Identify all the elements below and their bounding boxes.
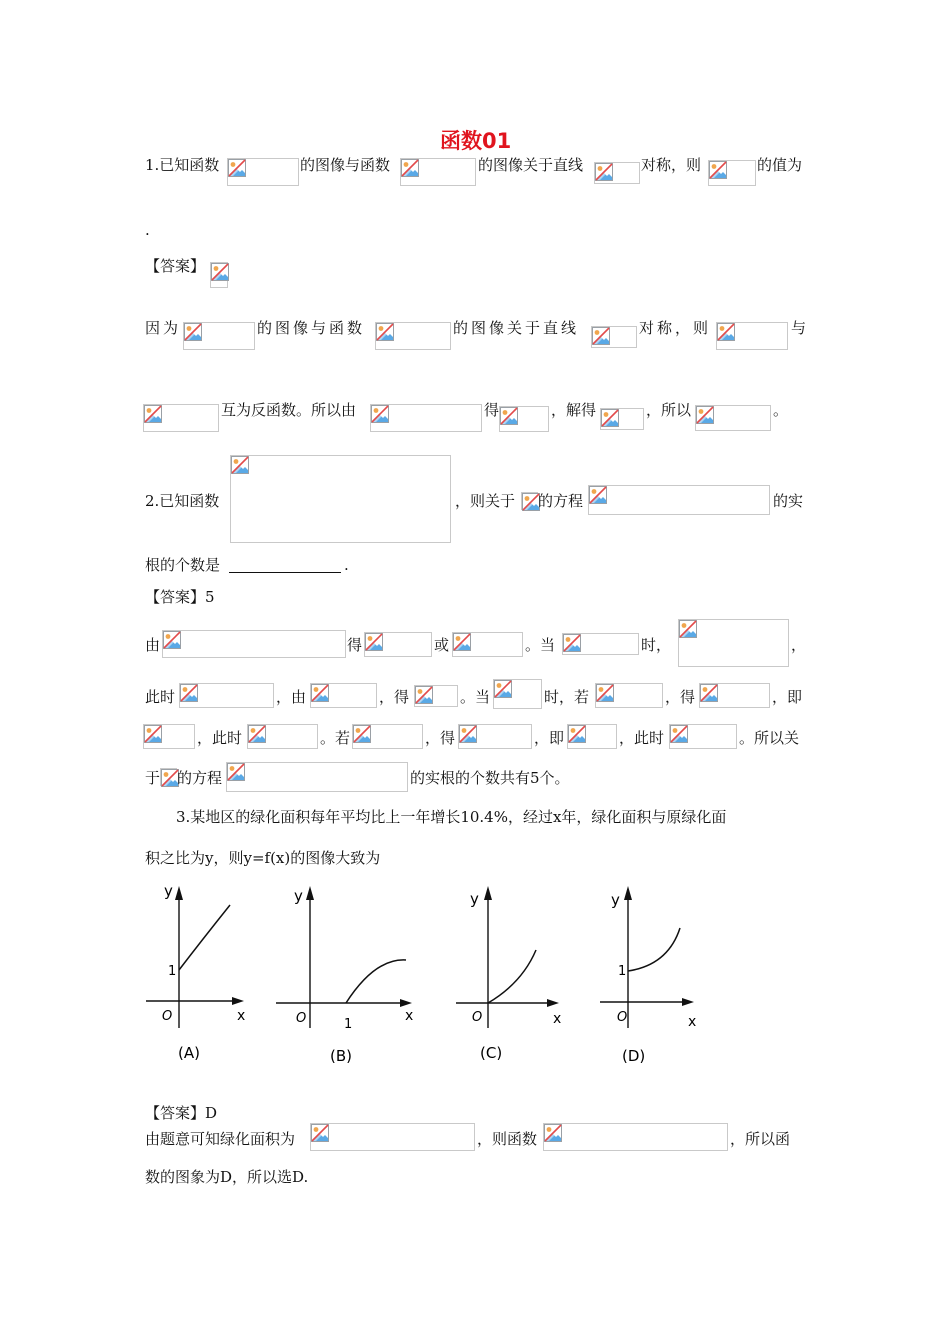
q3-text-1: 3.某地区的绿化面积每年平均比上一年增长10.4%，经过x年，绿化面积与原绿化面	[176, 808, 727, 826]
graph-caption: (A)	[178, 1044, 200, 1062]
formula-image	[699, 683, 770, 708]
broken-image-icon	[717, 323, 735, 341]
formula-image	[227, 158, 299, 186]
broken-image-icon	[353, 725, 371, 743]
q2-text-4: 的实	[773, 492, 804, 510]
formula-image	[695, 405, 771, 431]
formula-image	[600, 408, 644, 430]
broken-image-icon	[568, 725, 586, 743]
q2-a2: 得	[347, 636, 363, 654]
formula-image	[716, 322, 788, 350]
q1-r1-b: 的图像与函数	[257, 319, 366, 337]
formula-image	[162, 630, 346, 658]
tick-1: 1	[344, 1017, 353, 1032]
broken-image-icon	[365, 633, 383, 651]
formula-image	[594, 162, 640, 184]
x-label: x	[237, 1008, 246, 1024]
q3-f1: 数的图象为D，所以选D.	[145, 1168, 309, 1186]
x-axis-arrow	[682, 998, 694, 1006]
q2-a5: 时，	[641, 636, 672, 654]
broken-image-icon	[184, 323, 202, 341]
formula-image	[247, 724, 318, 749]
q1-dot: .	[145, 221, 150, 239]
broken-image-icon	[311, 684, 329, 702]
q1-r1-c: 的图像关于直线	[453, 319, 580, 337]
formula-image	[226, 762, 408, 792]
broken-image-icon	[500, 407, 518, 425]
broken-image-icon	[595, 163, 613, 181]
q2-b2: ，由	[276, 688, 307, 706]
q2-c6: 。所以关	[739, 729, 800, 747]
formula-image	[414, 685, 458, 707]
q1-r2-a: 互为反函数。所以由	[221, 401, 357, 419]
q1-r1-a: 因为	[145, 319, 182, 337]
formula-image	[310, 1123, 475, 1151]
q1-r2-c: ，解得	[551, 401, 597, 419]
formula-image	[183, 322, 255, 350]
formula-image	[160, 768, 177, 786]
curve-c	[488, 950, 536, 1003]
broken-image-icon	[311, 1124, 329, 1142]
q3-e3: ，所以函	[730, 1130, 791, 1148]
q1-r2-b: 得	[484, 401, 500, 419]
origin-label: O	[617, 1010, 628, 1025]
origin-label: O	[162, 1009, 173, 1024]
y-axis-arrow	[175, 886, 183, 900]
q2-text-3: 的方程	[538, 492, 584, 510]
q2-b4: 。当	[460, 688, 491, 706]
q3-answer-label: 【答案】D	[145, 1104, 218, 1122]
q2-a3: 或	[434, 636, 450, 654]
broken-image-icon	[144, 405, 162, 423]
formula-image	[400, 158, 476, 186]
q3-text-2: 积之比为y，则y=f(x)的图像大致为	[145, 849, 381, 867]
q2-c1: ，此时	[197, 729, 243, 747]
q2-c4: ，即	[534, 729, 565, 747]
formula-image	[364, 632, 432, 657]
q1-text-5: 的值为	[757, 156, 803, 174]
q2-text-1: 2.已知函数	[145, 492, 220, 510]
broken-image-icon	[670, 725, 688, 743]
graph-d	[590, 878, 710, 1072]
formula-image	[352, 724, 423, 749]
x-label: x	[405, 1008, 414, 1024]
broken-image-icon	[459, 725, 477, 743]
y-label: y	[611, 891, 620, 909]
q1-text-1: 1.已知函数	[145, 156, 220, 174]
x-axis-arrow	[547, 999, 559, 1007]
q2-c2: 。若	[320, 729, 351, 747]
q2-a4: 。当	[525, 636, 556, 654]
tick-1: 1	[168, 964, 177, 979]
q2-b7: ，即	[772, 688, 803, 706]
q2-d2: 的方程	[177, 769, 223, 787]
broken-image-icon	[211, 263, 229, 281]
formula-image	[179, 683, 274, 708]
y-label: y	[294, 887, 303, 905]
formula-image	[458, 724, 532, 749]
broken-image-icon	[494, 680, 512, 698]
formula-image	[493, 679, 542, 709]
q1-text-4: 对称，则	[641, 156, 702, 174]
q1-text-2: 的图像与函数	[300, 156, 391, 174]
q3-e1: 由题意可知绿化面积为	[145, 1130, 296, 1148]
broken-image-icon	[371, 405, 389, 423]
q2-d1: 于	[145, 769, 161, 787]
broken-image-icon	[589, 486, 607, 504]
broken-image-icon	[596, 684, 614, 702]
graph-a	[140, 878, 260, 1072]
y-label: y	[164, 882, 173, 900]
formula-image	[499, 406, 549, 432]
formula-image	[669, 724, 737, 749]
q2-c3: ，得	[425, 729, 456, 747]
formula-image	[591, 326, 637, 348]
q1-r1-e: 与	[791, 319, 807, 337]
broken-image-icon	[376, 323, 394, 341]
formula-image	[543, 1123, 728, 1151]
formula-image	[452, 632, 523, 657]
formula-image	[143, 724, 195, 749]
origin-label: O	[296, 1011, 307, 1026]
formula-image	[521, 492, 538, 510]
graph-b	[270, 878, 420, 1072]
q2-c5: ，此时	[619, 729, 665, 747]
formula-image	[567, 724, 617, 749]
x-axis-arrow	[400, 999, 412, 1007]
curve-b	[346, 960, 406, 1003]
q1-r2-e: 。	[773, 401, 789, 419]
formula-image	[370, 404, 482, 432]
formula-image	[562, 633, 639, 655]
graph-caption: (D)	[622, 1047, 646, 1065]
broken-image-icon	[248, 725, 266, 743]
x-axis-arrow	[232, 997, 244, 1005]
curve-a	[179, 905, 230, 970]
formula-image	[143, 404, 219, 432]
formula-image	[210, 262, 228, 288]
broken-image-icon	[563, 634, 581, 652]
graph-caption: (C)	[480, 1044, 503, 1062]
q1-answer-label: 【答案】	[145, 257, 206, 275]
y-axis-arrow	[484, 886, 492, 900]
q2-a6: ，	[791, 636, 807, 654]
broken-image-icon	[163, 631, 181, 649]
q3-e2: ，则函数	[477, 1130, 538, 1148]
y-axis-arrow	[306, 886, 314, 900]
formula-image	[595, 683, 663, 708]
q2-b5: 时，若	[544, 688, 590, 706]
broken-image-icon	[231, 456, 249, 474]
formula-image	[678, 619, 789, 667]
q1-text-3: 的图像关于直线	[478, 156, 584, 174]
q2-a1: 由	[145, 636, 161, 654]
broken-image-icon	[144, 725, 162, 743]
broken-image-icon	[453, 633, 471, 651]
x-label: x	[553, 1011, 562, 1027]
q1-r1-d: 对称，则	[639, 319, 712, 337]
y-axis-arrow	[624, 886, 632, 900]
broken-image-icon	[679, 620, 697, 638]
formula-image	[708, 160, 756, 186]
x-label: x	[688, 1014, 697, 1030]
formula-image	[310, 683, 377, 708]
graph-c	[450, 878, 580, 1072]
broken-image-icon	[592, 327, 610, 345]
curve-d	[628, 928, 680, 971]
page-title: 函数01	[440, 129, 512, 153]
broken-image-icon	[227, 763, 245, 781]
broken-image-icon	[700, 684, 718, 702]
broken-image-icon	[401, 159, 419, 177]
formula-image	[375, 322, 451, 350]
broken-image-icon	[544, 1124, 562, 1142]
q2-d3: 的实根的个数共有5个。	[410, 769, 570, 787]
answer-blank	[229, 558, 341, 573]
y-label: y	[470, 890, 479, 908]
graph-caption: (B)	[330, 1047, 352, 1065]
q2-text-2: ，则关于	[455, 492, 516, 510]
q2-text-5: 根的个数是	[145, 556, 221, 574]
q2-b6: ，得	[665, 688, 696, 706]
broken-image-icon	[228, 159, 246, 177]
broken-image-icon	[180, 684, 198, 702]
q1-r2-d: ，所以	[646, 401, 692, 419]
q2-text-6: .	[344, 556, 349, 574]
origin-label: O	[472, 1010, 483, 1025]
broken-image-icon	[415, 686, 433, 704]
broken-image-icon	[709, 161, 727, 179]
broken-image-icon	[696, 406, 714, 424]
q2-answer-label: 【答案】5	[145, 588, 215, 606]
formula-image	[588, 485, 770, 515]
tick-1: 1	[618, 964, 627, 979]
q2-b3: ，得	[379, 688, 410, 706]
q2-b1: 此时	[145, 688, 176, 706]
formula-image	[230, 455, 451, 543]
broken-image-icon	[601, 409, 619, 427]
